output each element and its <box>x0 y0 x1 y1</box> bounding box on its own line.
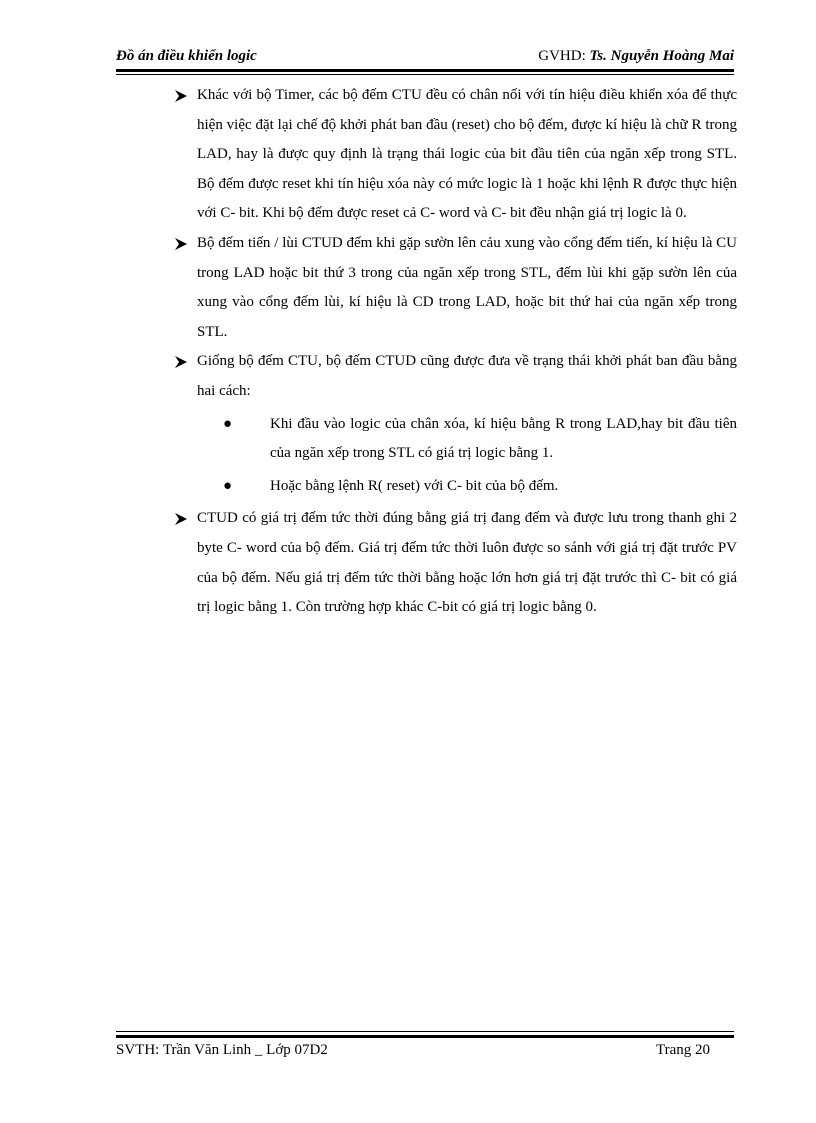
list-item <box>172 81 737 229</box>
list-item <box>172 229 737 347</box>
page-number: Trang 20 <box>655 1042 710 1058</box>
arrow-bullet-icon <box>172 236 190 252</box>
list-item-text: Khác với bộ Timer, các bộ đếm CTU đều có chân nối với tín hiệu điều khiển xóa để thực hiện việc đặt lại chế độ khởi phát ban đầu (reset) cho bộ đếm, được kí hiệu là chữ R trong LAD, hay là được quy định là trạng thái logic của bit đầu tiên của ngăn xếp trong STL. Bộ đếm được reset khi tín hiệu xóa này có mức logic là 1 hoặc khi lệnh R được thực hiện với C- bit. Khi bộ đếm được reset cả C- word và C- bit đều nhận giá trị logic là 0. <box>197 87 737 222</box>
list-item <box>172 347 737 406</box>
arrow-bullet-icon <box>172 354 190 370</box>
list-item-text: Bộ đếm tiến / lùi CTUD đếm khi gặp sườn lên cảu xung vào cổng đếm tiến, kí hiệu là CU trong LAD hoặc bit thứ 3 trong của ngăn xếp trong STL, đếm lùi khi gặp sườn lên của xung vào cổng đếm lùi, kí hiệu là CD trong LAD, hoặc bit thứ hai của ngăn xếp trong STL. <box>197 234 737 340</box>
footer-rule-thin <box>116 1031 734 1032</box>
sub-list-item-text: Hoặc bằng lệnh R( reset) với C- bit của bộ đếm. <box>270 477 559 494</box>
sub-list-item-text: Khi đầu vào logic của chân xóa, kí hiệu bằng R trong LAD,hay bit đầu tiên của ngăn xếp trong STL có giá trị logic bằng 1. <box>270 415 737 462</box>
page-footer <box>116 1042 734 1064</box>
advisor-name: Ts. Nguyễn Hoàng Mai <box>589 48 734 64</box>
list-item <box>172 504 737 622</box>
page-header <box>116 48 734 70</box>
advisor-label: GVHD: <box>538 48 586 64</box>
sub-list-item <box>172 410 737 469</box>
arrow-bullet-icon <box>172 511 190 527</box>
header-rule-thick <box>116 69 734 72</box>
sub-list-item <box>172 472 737 502</box>
document-title: Đồ án điều khiển logic <box>116 48 257 64</box>
header-rule-thin <box>116 74 734 75</box>
page-body <box>172 81 737 623</box>
arrow-bullet-icon <box>172 88 190 104</box>
student-info: SVTH: Trần Văn Linh _ Lớp 07D2 <box>116 1042 328 1058</box>
dot-bullet-icon: ● <box>223 415 233 432</box>
footer-rule-thick <box>116 1035 734 1038</box>
dot-bullet-icon: ● <box>223 477 233 494</box>
list-item-text: Giống bộ đếm CTU, bộ đếm CTUD cũng được đưa về trạng thái khởi phát ban đầu bằng hai cách: <box>197 353 737 399</box>
advisor <box>538 48 734 65</box>
list-item-text: CTUD có giá trị đếm tức thời đúng bằng giá trị đang đếm và được lưu trong thanh ghi 2 byte C- word của bộ đếm. Giá trị đếm tức thời luôn được so sánh với giá trị đặt trước PV của bộ đếm. Nếu giá trị đếm tức thời bằng hoặc lớn hơn giá trị đặt trước thì C- bit có giá trị logic bằng 1. Còn trường hợp khác C-bit có giá trị logic bằng 0. <box>197 510 737 616</box>
